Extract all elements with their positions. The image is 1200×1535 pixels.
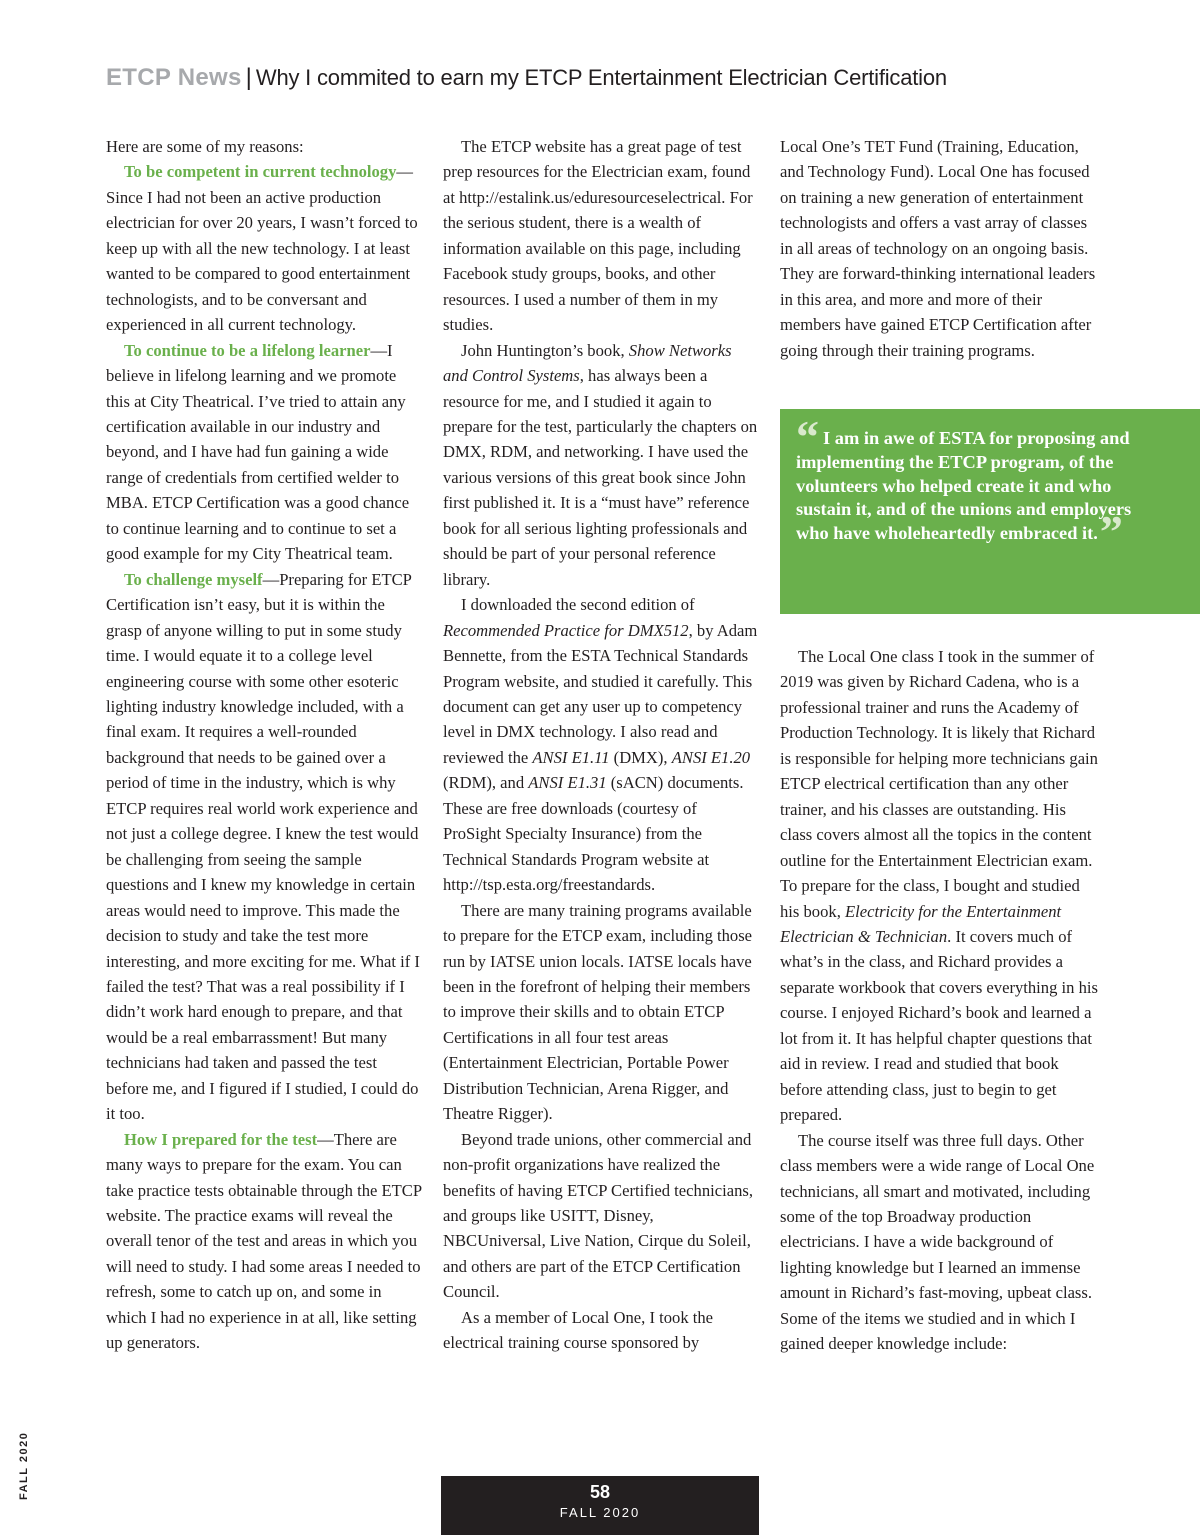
section-brand: ETCP News	[106, 64, 242, 91]
text-run: I downloaded the second edition of	[461, 595, 695, 615]
text-run: (DMX),	[609, 747, 672, 767]
reason-heading: To continue to be a lifelong learner	[124, 340, 371, 360]
pull-quote-text: I am in awe of ESTA for proposing and implementing the ETCP program, of the volunteers who helped create it and who sustain it, and of the unions and employers who have wholeheartedly embraced it.	[796, 428, 1132, 544]
book-title: Recommended Practice for DMX512	[443, 620, 689, 640]
standard-title: ANSI E1.11	[532, 747, 610, 767]
standard-title: ANSI E1.31	[528, 773, 607, 793]
reason-body: —There are many ways to prepare for the exam. You can take practice tests obtainable through the ETCP website. The practice exams will reveal the overall tenor of the test and areas in which you will need to study. I had some areas I needed to refresh, some to catch up on, and some in which I had no experience in at all, like setting up generators.	[106, 1129, 422, 1353]
intro-paragraph: Here are some of my reasons:	[106, 137, 304, 156]
reason-paragraph	[106, 1127, 422, 1356]
reason-body: —I believe in lifelong learning and we promote this at City Theatrical. I’ve tried to attain any certification available in our industry and beyond, and I have had fun gaining a wide range of credentials from certified welder to MBA. ETCP Certification was a good chance to continue learning and to continue to set a good example for my City Theatrical team.	[106, 340, 410, 564]
body-paragraph: The course itself was three full days. Other class members were a wide range of Local One technicians, all smart and motivated, including some of the top Broadway production electricians. I have a wide background of lighting knowledge but I learned an immense amount in Richard’s fast-moving, upbeat class. Some of the items we studied and in which I gained deeper knowledge include:	[780, 1130, 1095, 1354]
open-quote-icon: “	[796, 411, 815, 462]
article-column-2	[443, 134, 759, 1356]
reason-body: —Preparing for ETCP Certification isn’t easy, but it is within the grasp of anyone willing to put in some study time. I would equate it to a college level engineering course with some other esoteric lighting industry knowledge included, with a final exam. It requires a well-rounded background that needs to be gained over a period of time in the industry, which is why ETCP requires real world work experience and not just a college degree. I knew the test would be challenging from seeing the sample questions and I knew my knowledge in certain areas would need to improve. This made the decision to study and take the test more interesting, and more exciting for me. What if I failed the test? That was a real possibility if I didn’t work hard enough to prepare, and that would be a real embarrassment! But many technicians had taken and passed the test before me, and I figured if I studied, I could do it too.	[106, 569, 420, 1124]
article-column-3-bottom	[780, 644, 1098, 1357]
side-issue-label: FALL 2020	[18, 1431, 30, 1500]
reason-paragraph	[106, 567, 422, 1127]
article-column-3-top	[780, 134, 1098, 363]
reason-heading: How I prepared for the test	[124, 1129, 318, 1149]
reason-body: —Since I had not been an active production electrician for over 20 years, I wasn’t forced to keep up with all the new technology. I at least wanted to be compared to good entertainment technologists, and to be conversant and experienced in all current technology.	[106, 162, 418, 335]
text-run: The Local One class I took in the summer of 2019 was given by Richard Cadena, who is a professional trainer and runs the Academy of Production Technology. It is likely that Richard is responsible for helping more technicians gain ETCP electrical certification than any other trainer, and his classes are outstanding. His class covers almost all the topics in the content outline for the Entertainment Electrician exam. To prepare for the class, I bought and studied his book,	[780, 647, 1098, 921]
text-run: , has always been a resource for me, and I studied it again to prepare for the test, particularly the chapters on DMX, RDM, and networking. I have used the various versions of this great book since John first published it. It is a “must have” reference book for all serious lighting professionals and should be part of your personal reference library.	[443, 366, 758, 589]
text-run: , by Adam Bennette, from the ESTA Technical Standards Program website, and studied it carefully. This document can get any user up to competency level in DMX technology. I also read and reviewed the	[443, 620, 758, 767]
footer-issue: FALL 2020	[559, 1505, 641, 1520]
body-paragraph: Beyond trade unions, other commercial and non-profit organizations have realized the benefits of having ETCP Certified technicians, and groups like USITT, Disney, NBCUniversal, Live Nation, Cirque du Soleil, and others are part of the ETCP Certification Council.	[443, 1129, 753, 1302]
close-quote-icon: ”	[1099, 506, 1119, 558]
article-column-1	[106, 134, 422, 1356]
text-run: . It covers much of what’s in the class, and Richard provides a separate workbook that covers everything in his course. I enjoyed Richard’s book and learned a lot from it. It has helpful chapter questions that aid in review. I read and studied that book before attending class, just to begin to get prepared.	[780, 926, 1098, 1125]
body-paragraph: The ETCP website has a great page of test prep resources for the Electrician exam, found at http://estalink.us/eduresourceselectrical. For the serious student, there is a wealth of information available on this page, including Facebook study groups, books, and other resources. I used a number of them in my studies.	[443, 137, 753, 335]
text-run: (sACN) documents. These are free downloads (courtesy of ProSight Specialty Insurance) from the Technical Standards Program website at http://tsp.esta.org/freestandards.	[443, 773, 744, 895]
reason-paragraph	[106, 338, 422, 567]
standard-title: ANSI E1.20	[671, 747, 751, 767]
body-paragraph	[780, 644, 1098, 1128]
header-separator: |	[245, 64, 252, 91]
body-paragraph: As a member of Local One, I took the electrical training course sponsored by	[443, 1307, 714, 1353]
text-run: John Huntington’s book,	[461, 340, 629, 360]
body-paragraph	[443, 592, 759, 897]
text-run: (RDM), and	[443, 773, 529, 793]
body-paragraph: There are many training programs available to prepare for the ETCP exam, including those run by IATSE union locals. IATSE locals have been in the forefront of helping their members to improve their skills and to obtain ETCP Certifications in all four test areas (Entertainment Electrician, Portable Power Distribution Technician, Arena Rigger, and Theatre Rigger).	[443, 900, 753, 1124]
page-number: 58	[589, 1482, 611, 1502]
pull-quote	[780, 409, 1200, 614]
body-paragraph	[443, 338, 759, 593]
reason-heading: To challenge myself	[124, 569, 263, 589]
page-header	[106, 64, 1106, 92]
reason-heading: To be competent in current technology	[124, 162, 397, 182]
body-paragraph: Local One’s TET Fund (Training, Education, and Technology Fund). Local One has focused on training a new generation of entertainment technologists and offers a vast array of classes in all areas of technology on an ongoing basis. They are forward-thinking international leaders in this area, and more and more of their members have gained ETCP Certification after going through their training programs.	[780, 137, 1096, 360]
page-footer	[441, 1476, 759, 1535]
book-title: Electricity for the Entertainment Electrician & Technician	[780, 901, 1062, 946]
article-title: Why I commited to earn my ETCP Entertainment Electrician Certification	[255, 65, 947, 90]
reason-paragraph	[106, 159, 422, 337]
book-title: Show Networks and Control Systems	[443, 340, 732, 386]
